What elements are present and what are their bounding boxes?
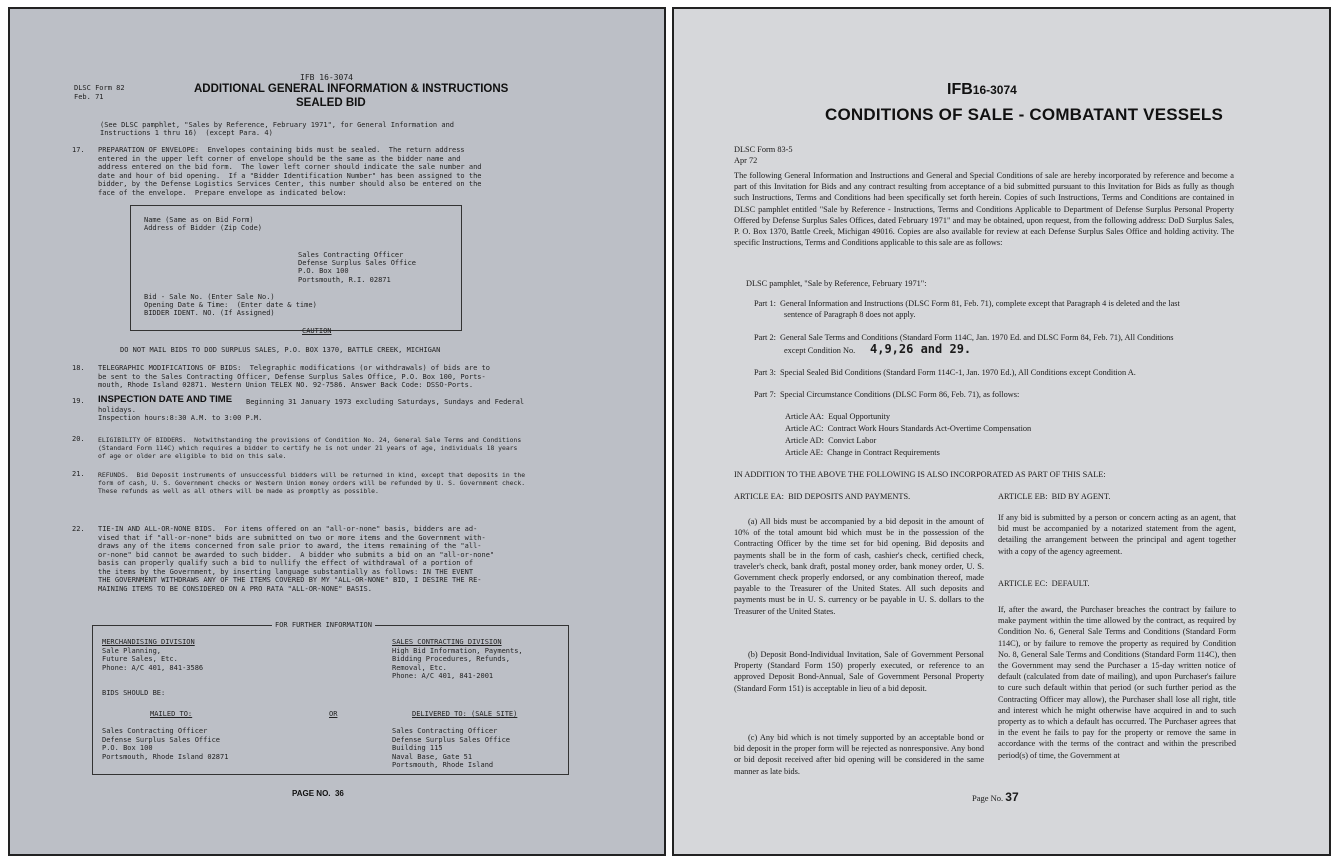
mailed-label: MAILED TO: bbox=[150, 710, 193, 718]
para-22-number: 22. bbox=[72, 525, 85, 533]
envelope-return: Address of Bidder (Zip Code) bbox=[144, 224, 263, 232]
para-21-line: These refunds as well as all others will be made as promptly as possible. bbox=[98, 487, 379, 495]
para-22-line: or-none" bid cannot be awarded to such bidder. A bidder who submits a bid on an "all-or-none" bbox=[98, 550, 495, 559]
envelope-addressee: Portsmouth, R.I. 02871 bbox=[298, 276, 391, 284]
ifb-number: IFB16-3074 bbox=[947, 81, 1017, 98]
or-label: OR bbox=[329, 710, 338, 718]
merch-title: MERCHANDISING DIVISION bbox=[102, 638, 195, 646]
para-20-line: of age or older are eligible to bid on this sale. bbox=[98, 452, 287, 460]
para-22-line: MAINING ITEMS TO BE CONSIDERED ON A PRO RATA "ALL-OR-NONE" BASIS. bbox=[98, 584, 372, 593]
para-21-line: REFUNDS. Bid Deposit instruments of unsuccessful bidders will be returned in kind, except that deposits in the bbox=[98, 471, 526, 479]
sales-line: High Bid Information, Payments, bbox=[392, 646, 523, 655]
addition-heading: IN ADDITION TO THE ABOVE THE FOLLOWING IS ALSO INCORPORATED AS PART OF THIS SALE: bbox=[734, 470, 1106, 479]
delivered-line: Portsmouth, Rhode Island bbox=[392, 761, 494, 769]
para-18-line: mouth, Rhode Island 02871. Western Union TELEX NO. 92-7586. Answer Back Code: DSSO-Ports. bbox=[98, 381, 474, 389]
para-17-line: date and hour of bid opening. If a "Bidder Identification Number" has been assigned to the bbox=[98, 171, 482, 180]
article-ea-b: (b) Deposit Bond-Individual Invitation, Sale of Government Personal Property (Standard Form 150) properly executed, or reference to an approved Deposit Bond-Annual, Sale of Government Personal Property (Standard Form 151) is acceptable in lieu of a bid deposit. bbox=[734, 650, 984, 693]
article-ec-title: ARTICLE EC: DEFAULT. bbox=[998, 579, 1090, 588]
para-20-line: ELIGIBILITY OF BIDDERS. Notwithstanding the provisions of Condition No. 24, General Sale Terms and Conditions bbox=[98, 436, 522, 444]
para-17-number: 17. bbox=[72, 146, 85, 154]
part-1-cont: sentence of Paragraph 8 does not apply. bbox=[784, 310, 916, 319]
envelope-addressee: Sales Contracting Officer bbox=[298, 251, 404, 259]
para-22-line: THE GOVERNMENT WITHDRAWS ANY OF THE ITEMS COVERED BY MY "ALL-OR-NONE" BID, I DESIRE THE RE- bbox=[98, 576, 482, 584]
page-title: ADDITIONAL GENERAL INFORMATION & INSTRUCTIONS bbox=[194, 83, 509, 95]
article-ea-title: ARTICLE EA: BID DEPOSITS AND PAYMENTS. bbox=[734, 492, 911, 501]
delivered-label: DELIVERED TO: (SALE SITE) bbox=[412, 710, 518, 718]
mailed-line: Portsmouth, Rhode Island 02871 bbox=[102, 752, 229, 761]
page-36 bbox=[8, 7, 666, 856]
para-22-line: the items by the Government, by inserting language substantially as follows: IN THE EVENT bbox=[98, 567, 474, 576]
part-2: Part 2: General Sale Terms and Conditions (Standard Form 114C, Jan. 1970 Ed. and DLSC Form 84, Feb. 71), All Conditions bbox=[754, 333, 1174, 342]
form-date: Feb. 71 bbox=[74, 93, 104, 101]
para-18-line: TELEGRAPHIC MODIFICATIONS OF BIDS: Telegraphic modifications (or withdrawals) of bids are to bbox=[98, 364, 490, 372]
para-19-number: 19. bbox=[72, 397, 85, 405]
para-18-number: 18. bbox=[72, 364, 85, 372]
para-17-line: address entered on the bid form. The lower left corner should indicate the sale number and bbox=[98, 163, 482, 171]
page-number: PAGE NO. 36 bbox=[292, 789, 344, 798]
part-7: Part 7: Special Circumstance Conditions (DLSC Form 86, Feb. 71), as follows: bbox=[754, 390, 1020, 399]
article-item: Article AC: Contract Work Hours Standards Act-Overtime Compensation bbox=[785, 424, 1032, 433]
delivered-line: Building 115 bbox=[392, 744, 443, 752]
envelope-lower: Bid - Sale No. (Enter Sale No.) bbox=[144, 293, 275, 301]
intro-line-2: Instructions 1 thru 16) (except Para. 4) bbox=[100, 129, 273, 137]
para-22-line: basis can properly qualify such a bid to nullify the effect of withdrawal of a portion of bbox=[98, 559, 474, 567]
para-19-line: holidays. bbox=[98, 406, 136, 414]
envelope-addressee: P.O. Box 100 bbox=[298, 267, 349, 275]
delivered-line: Sales Contracting Officer bbox=[392, 727, 498, 735]
para-17-line: bidder, by the Defense Logistics Services Center, this number should also be entered on the bbox=[98, 180, 482, 188]
page-title: CONDITIONS OF SALE - COMBATANT VESSELS bbox=[825, 105, 1223, 124]
part-2-cont: except Condition No. bbox=[784, 346, 856, 355]
mailed-line: Defense Surplus Sales Office bbox=[102, 735, 221, 744]
intro-paragraph: The following General Information and Instructions and General and Special Conditions of sale are hereby incorporated by reference and become a part of this Invitation for Bids and any contract resulting from acceptance of a bid submitted pursuant to this Invitation for Bids as fully as though such Instructions, Terms and Conditions had been specifically set forth herein. Copies of such Instructions, Terms and Conditions are contained in DLSC pamphlet entitled "Sale by Reference - Instructions, Terms and Conditions Applicable to Department of Defense Surplus Personal Property Offered by Defense Surplus Sales Offices, dated February 1971" and may be obtained, upon request, from the following address: DoD Surplus Sales, P. O. Box 1370, Battle Creek, Michigan 49016. Copies are also available for review at each Defense Surplus Sales Office and holding activity. The specific Instructions, Terms and Conditions applicable to this sale are as follows: bbox=[734, 171, 1234, 248]
merch-line: Phone: A/C 401, 841-3586 bbox=[102, 663, 204, 672]
ifb-number: IFB 16-3074 bbox=[300, 73, 353, 82]
article-ec-text: If, after the award, the Purchaser breaches the contract by failure to make payment within the time allowed by the contract, as required by Condition No. 6, General Sale Terms and Conditions (Standard Form 114C), or by failure to remove the property as required by Condition No. 8, General Sale Terms and Conditions (Standard Form 114C), then the Government may send the Purchaser a 15-day written notice of default (calculated from date of mailing), and upon Purchaser's failure to cure such default within that period (or such further period as the Contracting Officer may allow), the Purchaser shall lose all right, title and interest which he might otherwise have acquired in and to such property as to which a default has occurred. The Purchaser agrees that in the event he fails to pay for the property or remove the same in accordance with the terms of the contract and within the prescribed period(s) of time, the Government at bbox=[998, 605, 1236, 760]
page-37 bbox=[672, 7, 1331, 856]
mailed-line: P.O. Box 100 bbox=[102, 744, 153, 752]
envelope-return: Name (Same as on Bid Form) bbox=[144, 216, 254, 224]
para-17-line: face of the envelope. Prepare envelope as indicated below: bbox=[98, 188, 347, 197]
para-20-line: (Standard Form 114C) which requires a bidder to certify he is not under 21 years of age, individuals 18 years bbox=[98, 444, 518, 452]
page-number: Page No. 37 bbox=[972, 790, 1019, 804]
para-22-line: TIE-IN AND ALL-OR-NONE BIDS. For items offered on an "all-or-none" basis, bidders are ad- bbox=[98, 525, 478, 533]
merch-line: Sale Planning, bbox=[102, 646, 162, 655]
envelope-lower: BIDDER IDENT. NO. (If Assigned) bbox=[144, 309, 275, 317]
form-id: DLSC Form 83-5 bbox=[734, 145, 793, 154]
excepted-conditions: 4,9,26 and 29. bbox=[870, 342, 972, 356]
para-21-number: 21. bbox=[72, 470, 85, 478]
form-date: Apr 72 bbox=[734, 156, 758, 165]
article-item: Article AE: Change in Contract Requirements bbox=[785, 448, 940, 457]
article-item: Article AA: Equal Opportunity bbox=[785, 412, 891, 421]
para-17-line: entered in the upper left corner of envelope should be the same as the bidder name and bbox=[98, 154, 461, 163]
sales-line: Removal, Etc. bbox=[392, 663, 447, 672]
article-ea-c: (c) Any bid which is not timely supported by an acceptable bond or bid deposit in the proper form will be rejected as nonresponsive. Any bond or bid deposit received after bid opening will be considered in the same manner as late bids. bbox=[734, 733, 984, 776]
article-eb-text: If any bid is submitted by a person or concern acting as an agent, that bid must be accompanied by a notarized statement from the agent, detailing the arrangement between the principal and agent together with a copy of the agency agreement. bbox=[998, 513, 1236, 556]
info-box-title: FOR FURTHER INFORMATION bbox=[272, 621, 375, 629]
part-1: Part 1: General Information and Instructions (DLSC Form 81, Feb. 71), complete except that Paragraph 4 is deleted and the last bbox=[754, 299, 1180, 308]
para-21-line: form of cash, U. S. Government checks or Western Union money orders will be refunded by U. S. Government check. bbox=[98, 479, 526, 487]
para-22-line: vised that if "all-or-none" bids are submitted on two or more items and the Government with- bbox=[98, 533, 486, 542]
delivered-line: Defense Surplus Sales Office bbox=[392, 735, 511, 744]
merch-line: Future Sales, Etc. bbox=[102, 655, 178, 663]
article-ea-a: (a) All bids must be accompanied by a bid deposit in the amount of 10% of the total amount bid which must be in the possession of the Contracting Officer by the time set for bid opening. Bid deposits and payments shall be in the form of cash, cashier's check, certified check, traveler's check, bank draft, postal money order, bank money order, U. S. Government check properly endorsed, or any combination thereof, made payable to the Treasurer of the United States. All such deposits and payments must be in U. S. currency or be payable in U. S. dollars to the Treasurer of the United States. bbox=[734, 517, 984, 616]
caution-text: DO NOT MAIL BIDS TO DOD SURPLUS SALES, P.O. BOX 1370, BATTLE CREEK, MICHIGAN bbox=[120, 346, 441, 354]
para-17-line: PREPARATION OF ENVELOPE: Envelopes containing bids must be sealed. The return address bbox=[98, 146, 465, 154]
sales-line: Bidding Procedures, Refunds, bbox=[392, 655, 511, 663]
para-18-line: be sent to the Sales Contracting Officer, Defense Surplus Sales Office, P.O. Box 100, Ports- bbox=[98, 372, 486, 381]
pamphlet-line: DLSC pamphlet, "Sale by Reference, February 1971": bbox=[746, 279, 927, 288]
sales-line: Phone: A/C 401, 841-2001 bbox=[392, 672, 494, 680]
sales-title: SALES CONTRACTING DIVISION bbox=[392, 638, 502, 646]
para-19-heading: INSPECTION DATE AND TIME bbox=[98, 394, 233, 405]
para-22-line: draws any of the items concerned from sale prior to award, the items remaining of the "all- bbox=[98, 542, 482, 550]
bids-label: BIDS SHOULD BE: bbox=[102, 689, 166, 697]
delivered-line: Naval Base, Gate 51 bbox=[392, 752, 473, 761]
article-item: Article AD: Convict Labor bbox=[785, 436, 877, 445]
caution-label: CAUTION bbox=[302, 327, 332, 335]
para-19-line: Inspection hours:8:30 A.M. to 3:00 P.M. bbox=[98, 414, 263, 422]
para-19-text: Beginning 31 January 1973 excluding Saturdays, Sundays and Federal bbox=[246, 398, 525, 406]
para-20-number: 20. bbox=[72, 435, 85, 443]
page-subtitle: SEALED BID bbox=[296, 97, 366, 109]
mailed-line: Sales Contracting Officer bbox=[102, 727, 208, 735]
envelope-addressee: Defense Surplus Sales Office bbox=[298, 259, 417, 267]
article-eb-title: ARTICLE EB: BID BY AGENT. bbox=[998, 492, 1111, 501]
form-id: DLSC Form 82 bbox=[74, 84, 125, 92]
part-3: Part 3: Special Sealed Bid Conditions (Standard Form 114C-1, Jan. 1970 Ed.), All Conditions except Condition A. bbox=[754, 368, 1136, 377]
intro-line-1: (See DLSC pamphlet, "Sales by Reference, February 1971", for General Information and bbox=[100, 121, 455, 129]
envelope-lower: Opening Date & Time: (Enter date & time) bbox=[144, 301, 317, 309]
